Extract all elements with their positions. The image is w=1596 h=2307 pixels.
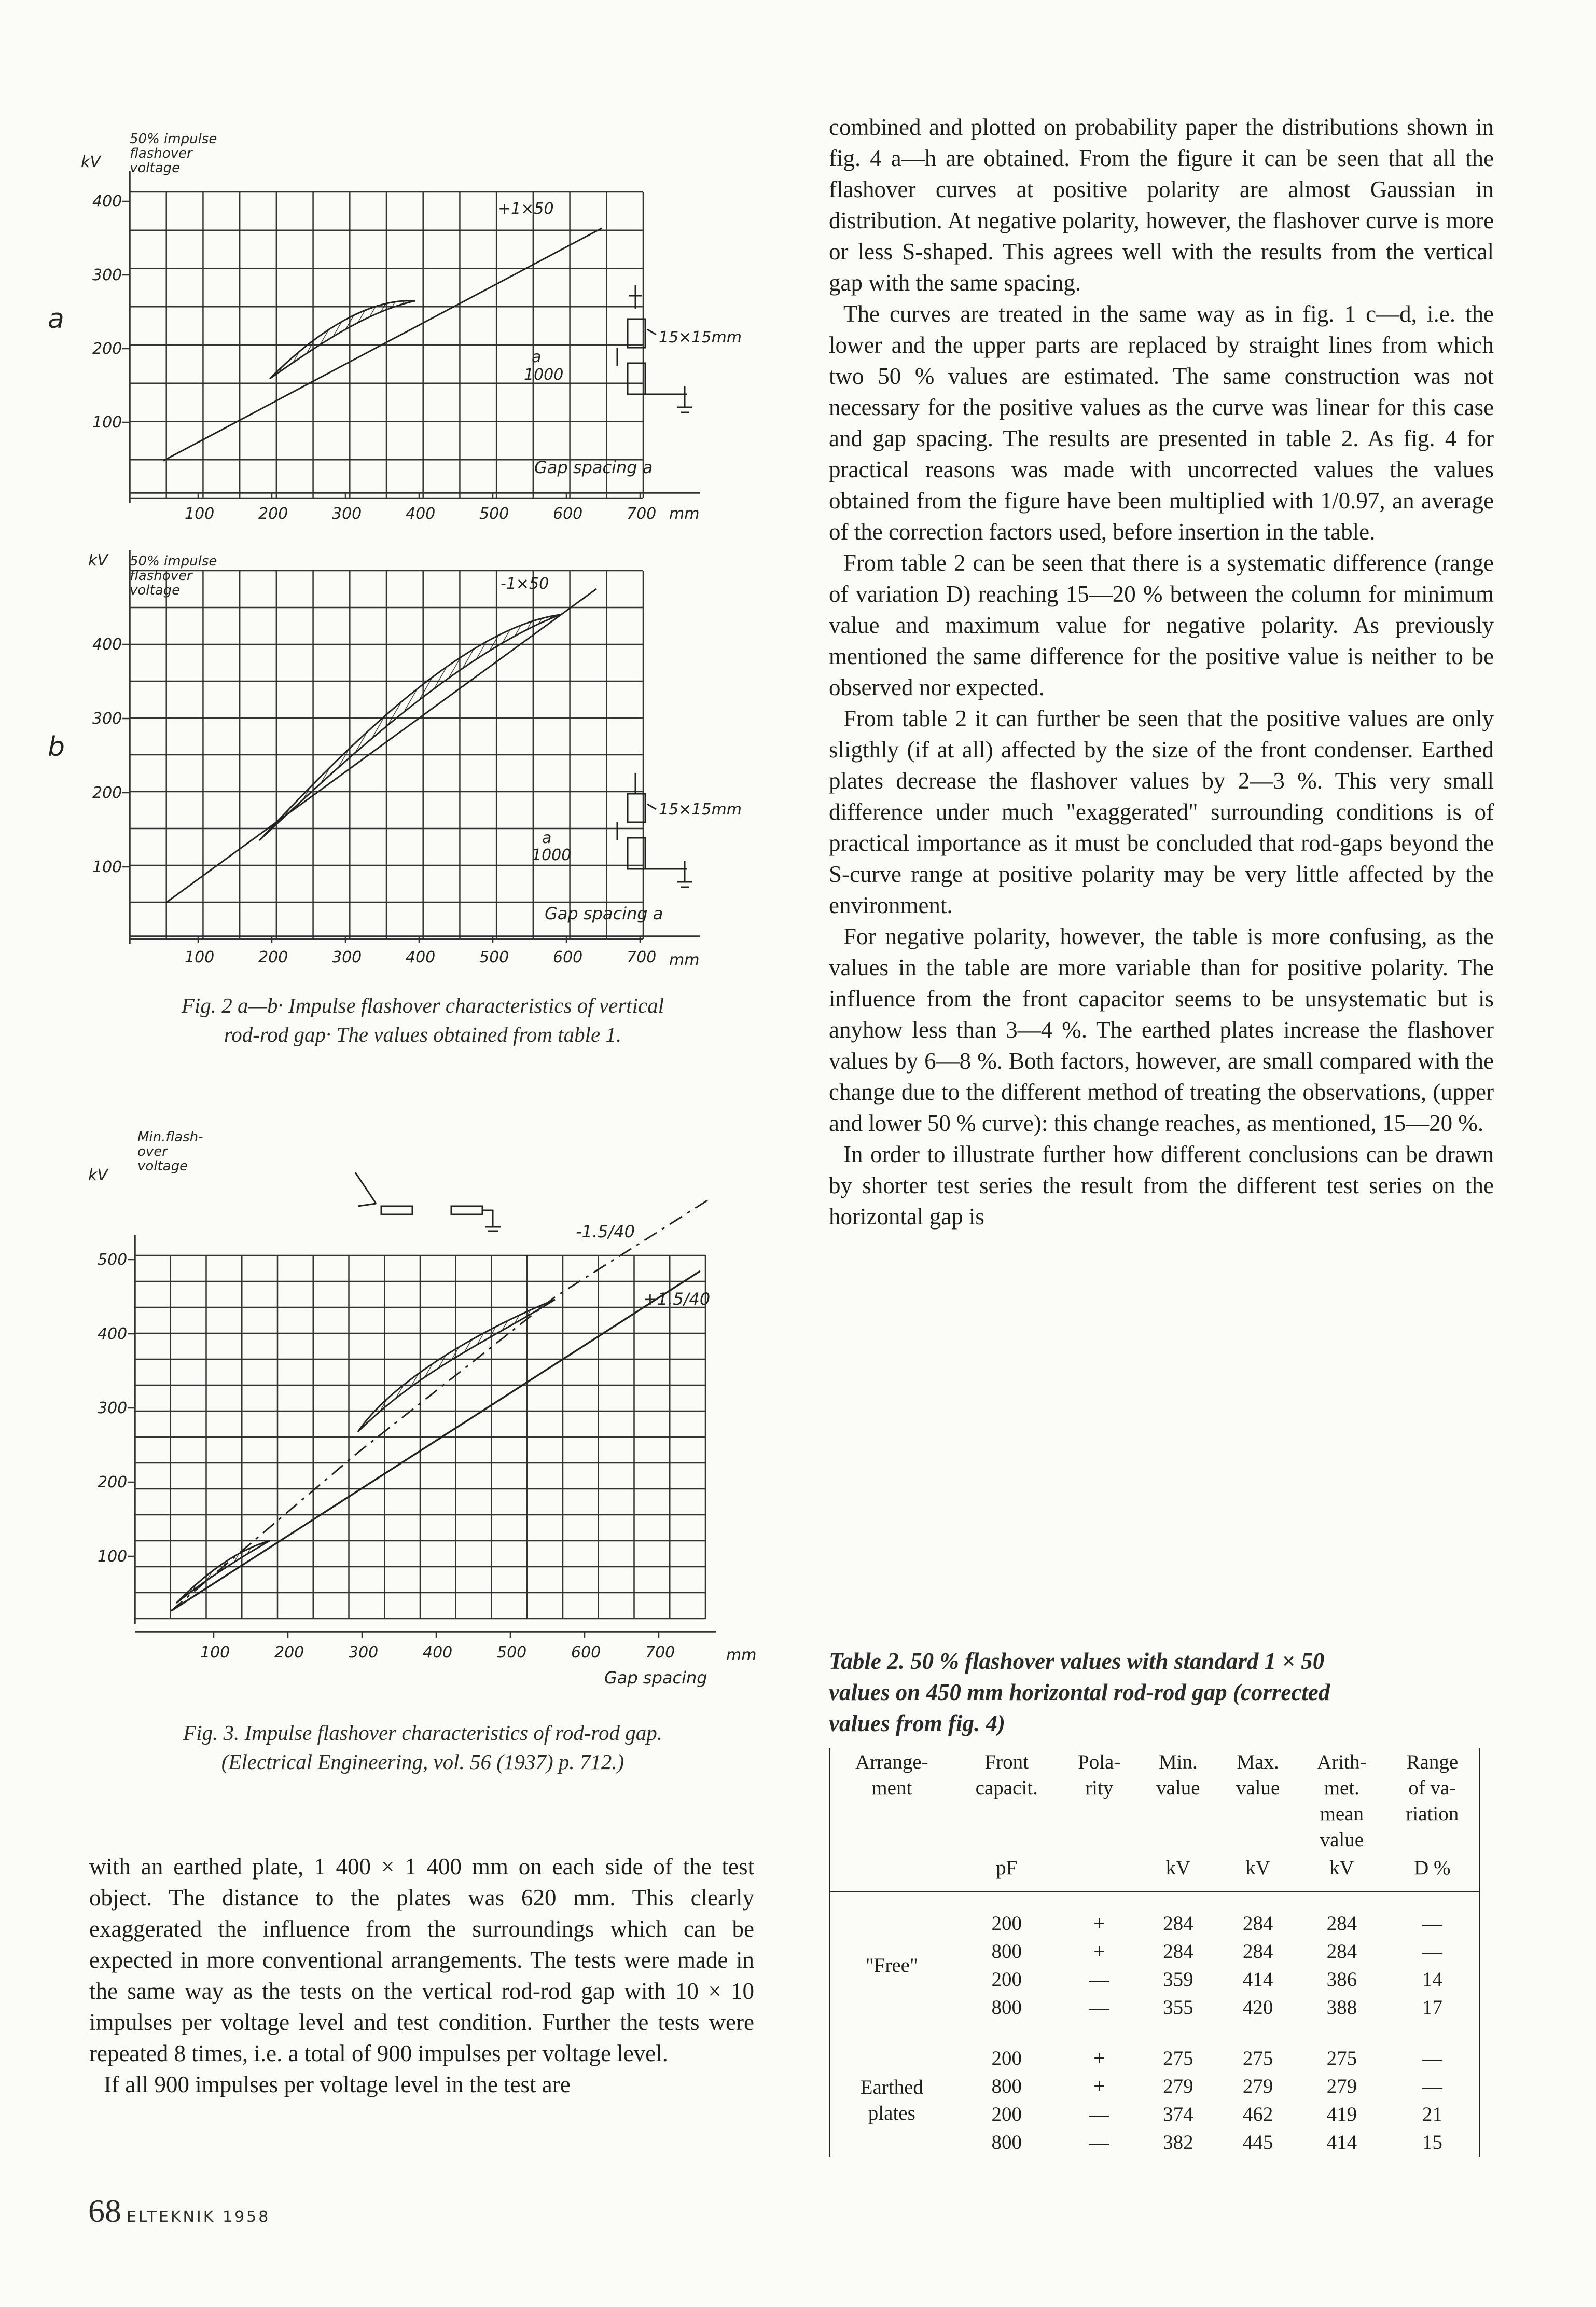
fig2b-xtick: 500 — [479, 948, 509, 966]
table2-header-polarity: Pola- rity — [1078, 1751, 1121, 1799]
table2-cell: 355 — [1163, 1996, 1193, 2019]
table2-unit — [830, 1854, 953, 1892]
fig2a-gap-letter: a — [532, 348, 542, 366]
fig2-caption-line-1: Fig. 2 a—b· Impulse flashover characteristics of vertical — [181, 993, 664, 1017]
table2-cell: 284 — [1242, 1940, 1273, 1963]
table2-cell: 284 — [1326, 1940, 1357, 1963]
fig2a-xtick: 600 — [553, 505, 583, 523]
table2-cell: 200 — [991, 1912, 1022, 1935]
table2-cell: — — [1089, 1996, 1109, 2019]
table2-cell: 275 — [1326, 2047, 1357, 2069]
fig2a-ylabel-2: flashover — [130, 146, 192, 161]
right-paragraph-1: combined and plotted on probability paper the distributions shown in fig. 4 a—h are obtained. From the figure it can be seen that all the flashover curves at positive polarity are almost Gaussian in distribution. At negative polarity, however, the flashover curve is more or less S-shaped. This agrees well with the results from the vertical gap with the same spacing. — [829, 114, 1494, 296]
fig2a-xtick: 100 — [185, 505, 215, 523]
fig3-ylabel-3: voltage — [137, 1158, 188, 1174]
page-number: 68 — [88, 2192, 121, 2229]
table2-cell: 14 — [1422, 1968, 1442, 1991]
fig2a-curve-label: +1×50 — [498, 200, 554, 218]
fig2b-panel-label: b — [48, 731, 65, 763]
table2-cell: 284 — [1242, 1912, 1273, 1935]
fig2b-chart — [78, 550, 762, 980]
table2-cell: 17 — [1422, 1996, 1442, 2019]
table2-cell: + — [1093, 1912, 1105, 1935]
table2-cell: 284 — [1163, 1912, 1193, 1935]
fig3-x-caption: Gap spacing — [604, 1668, 707, 1688]
fig2b-unit: kV — [88, 551, 108, 570]
fig2b-yticks — [92, 636, 130, 876]
fig3-chart — [78, 1121, 768, 1664]
fig2-caption — [83, 991, 762, 1049]
right-paragraph-4: From table 2 it can further be seen that the positive values are only sligthly (if at all) affected by the size of the front condenser. Earthed plates decrease the flashover values by 2—3 %. This very small difference under much "exaggerated" surrounding conditions is of practical importance as it must be concluded that rod-gaps beyond the S-curve range at positive polarity may be very little affected by the environment. — [829, 706, 1494, 918]
fig2a-gap-value: 1000 — [524, 366, 564, 384]
fig2b-grid — [130, 550, 700, 944]
fig3-caption-line-1: Fig. 3. Impulse flashover characteristics of rod-rod gap. — [183, 1721, 662, 1745]
fig3-ytick: 300 — [98, 1399, 128, 1417]
fig2b-xtick: 600 — [553, 948, 583, 966]
fig3-ylabel-2: over — [137, 1144, 168, 1159]
fig3-ylabel-1: Min.flash- — [137, 1129, 203, 1145]
table2-cell: 275 — [1242, 2047, 1273, 2069]
fig2b-gap-value: 1000 — [532, 846, 572, 864]
table2-cell: 800 — [991, 1940, 1022, 1963]
table2-unit: kV — [1245, 1857, 1270, 1879]
fig2a-xtick: 300 — [332, 505, 362, 523]
fig2a-xtick: 200 — [258, 505, 288, 523]
fig2b-ylabel-3: voltage — [130, 583, 181, 598]
fig2a-ytick: 200 — [92, 340, 122, 358]
table2-units-row — [830, 1854, 1479, 1892]
table2-caption — [829, 1646, 1494, 1739]
table2-cell: 386 — [1326, 1968, 1357, 1991]
fig2b-xticks — [185, 936, 656, 966]
fig2a-panel-label: a — [48, 303, 64, 335]
fig2a-ytick: 100 — [92, 413, 122, 432]
fig2a-unit: kV — [81, 153, 101, 171]
fig2a-x-unit: mm — [669, 505, 700, 523]
fig3-ytick: 200 — [98, 1473, 128, 1491]
fig3-xtick: 700 — [645, 1643, 675, 1662]
fig2b-ylabel-2: flashover — [130, 568, 192, 584]
fig3-xtick: 100 — [200, 1643, 230, 1662]
fig2b-xtick: 100 — [185, 948, 215, 966]
fig2a-gap-caption: Gap spacing a — [534, 458, 653, 477]
fig3-xtick: 500 — [497, 1643, 527, 1662]
fig3-curve-neg-label: -1.5/40 — [576, 1222, 635, 1241]
fig3-electrode-sketch — [355, 1172, 501, 1231]
table2-cell: 445 — [1242, 2131, 1273, 2153]
table2-row — [830, 1910, 1479, 1938]
table2-caption-line-3: values from fig. 4) — [829, 1710, 1005, 1736]
table2-cell: 800 — [991, 2131, 1022, 2153]
table2-cell: + — [1093, 2047, 1105, 2069]
fig2a-electrode-label: 15×15mm — [659, 328, 742, 347]
journal-name: ELTEKNIK 1958 — [127, 2208, 271, 2226]
table2-unit: D % — [1414, 1857, 1451, 1879]
fig2b-curve-label: -1×50 — [501, 575, 549, 593]
fig2-caption-line-2: rod-rod gap· The values obtained from table 1. — [224, 1023, 622, 1046]
fig2a-ytick: 300 — [92, 266, 122, 284]
right-paragraph-2: The curves are treated in the same way as in fig. 1 c—d, i.e. the lower and the upper parts are replaced by straight lines from which two 50 % values are estimated. The same construction was not necessary for the positive values as the curve was linear for this case and gap spacing. The results are presented in table 2. As fig. 4 for practical reasons was made with uncorrected values the values obtained from the figure have been multiplied with 1/0.97, an average of the correction factors used, before insertion in the table. — [829, 301, 1494, 545]
table2-cell: 800 — [991, 1996, 1022, 2019]
fig2b-ytick: 300 — [92, 710, 122, 728]
fig2b-ytick: 400 — [92, 636, 122, 654]
table2-header-min: Min. value — [1156, 1751, 1200, 1799]
table2-cell: 15 — [1422, 2131, 1442, 2153]
left-paragraph-1: with an earthed plate, 1 400 × 1 400 mm on each side of the test object. The distance to the plates was 620 mm. This clearly exaggerated the influence from the surroundings which can be expected in more conventional arrangements. The tests were made in the same way as the tests on the vertical rod-rod gap with 10 × 10 impulses per voltage level and test condition. Further the tests were repeated 8 times, i.e. a total of 900 impulses per voltage level. — [89, 1854, 754, 2066]
table2-cell: 279 — [1242, 2075, 1273, 2097]
table2-header-row — [830, 1748, 1479, 1854]
table2-cell: 374 — [1163, 2103, 1193, 2125]
right-paragraph-3: From table 2 can be seen that there is a systematic difference (range of variation D) reaching 15—20 % between the column for minimum value and maximum value for negative polarity. As previously mentioned the same difference for the positive value is neither to be observed nor expected. — [829, 550, 1494, 700]
fig3-curve-positive — [171, 1271, 700, 1611]
table2-cell: — — [1089, 2103, 1109, 2125]
fig2a-yticks — [92, 192, 130, 432]
right-paragraph-5: For negative polarity, however, the table is more confusing, as the values in the table are more variable than for positive polarity. The influence from the front capacitor seems to be unsystematic but is anyhow less than 3—4 %. The earthed plates increase the flashover values by 6—8 %. Both factors, however, are small compared with the change due to the different method of treating the observations, (upper and lower 50 % curve): this change reaches, as mentioned, 15—20 %. — [829, 923, 1494, 1136]
table2-cell: 359 — [1163, 1968, 1193, 1991]
table2-group-earthed: Earthed plates — [860, 2076, 923, 2124]
table2-cell: — — [1089, 2131, 1109, 2153]
table2-cell: + — [1093, 1940, 1105, 1963]
fig2a-ytick: 400 — [92, 192, 122, 211]
fig3-xtick: 600 — [571, 1643, 601, 1662]
table2-cell: — — [1422, 2047, 1442, 2069]
fig3-caption-line-2: (Electrical Engineering, vol. 56 (1937) p. 712.) — [221, 1750, 624, 1774]
fig3-xtick: 300 — [349, 1643, 379, 1662]
table2-row — [830, 2044, 1479, 2073]
table2-cell: + — [1093, 2075, 1105, 2097]
table2-cell: 414 — [1326, 2131, 1357, 2153]
table2-unit: kV — [1165, 1857, 1191, 1879]
table2-grid — [830, 1748, 1479, 2157]
table2-cell: 275 — [1163, 2047, 1193, 2069]
fig2a-chart — [78, 125, 762, 529]
table2-header-max: Max. value — [1236, 1751, 1280, 1799]
table2-cell: — — [1089, 1968, 1109, 1991]
fig2a-xtick: 400 — [406, 505, 436, 523]
fig2a-xticks — [185, 493, 656, 523]
fig3-x-unit: mm — [726, 1646, 757, 1664]
table2-cell: 21 — [1422, 2103, 1442, 2125]
table2-group-free: "Free" — [865, 1954, 918, 1977]
fig2b-xtick: 700 — [627, 948, 657, 966]
fig3-unit: kV — [88, 1166, 108, 1184]
table2-header-capacitance: Front capacit. — [975, 1751, 1038, 1799]
table2-cell: 200 — [991, 2103, 1022, 2125]
table2 — [829, 1748, 1480, 2157]
table2-cell: — — [1422, 1912, 1442, 1935]
fig3-ytick: 400 — [98, 1325, 128, 1343]
fig2a-grid — [130, 171, 700, 503]
fig3-grid — [135, 1235, 716, 1632]
fig2b-ylabel-1: 50% impulse — [130, 554, 217, 569]
fig2b-gap-letter: a — [542, 829, 552, 847]
table2-cell: 462 — [1242, 2103, 1273, 2125]
table2-cell: 200 — [991, 2047, 1022, 2069]
table2-caption-line-2: values on 450 mm horizontal rod-rod gap (corrected — [829, 1679, 1330, 1705]
fig2a-ylabel-1: 50% impulse — [130, 131, 217, 147]
fig2a-hatched-band — [270, 301, 415, 379]
table2-header-arrangement: Arrange- ment — [855, 1751, 928, 1799]
table2-cell: 279 — [1163, 2075, 1193, 2097]
left-paragraph-2: If all 900 impulses per voltage level in the test are — [104, 2071, 571, 2097]
fig2b-xtick: 300 — [332, 948, 362, 966]
fig2b-gap-caption: Gap spacing a — [545, 904, 663, 923]
table2-caption-line-1: Table 2. 50 % flashover values with standard 1 × 50 — [829, 1648, 1325, 1674]
right-paragraph-6: In order to illustrate further how different conclusions can be drawn by shorter test series the result from the different test series on the horizontal gap is — [829, 1141, 1494, 1230]
table2-cell: 388 — [1326, 1996, 1357, 2019]
fig3-hatched-band-lower — [176, 1541, 270, 1603]
table2-cell: 414 — [1242, 1968, 1273, 1991]
fig3-ytick: 100 — [98, 1548, 128, 1566]
table2-cell: 284 — [1163, 1940, 1193, 1963]
table2-unit — [1060, 1854, 1139, 1892]
fig2a-electrode-sketch — [617, 285, 692, 412]
fig2b-electrode-label: 15×15mm — [659, 800, 742, 819]
fig2b-ytick: 100 — [92, 858, 122, 876]
table2-cell: 284 — [1326, 1912, 1357, 1935]
fig3-caption — [83, 1718, 762, 1776]
table2-cell: 200 — [991, 1968, 1022, 1991]
fig3-yticks — [98, 1251, 135, 1566]
fig2b-xtick: 400 — [406, 948, 436, 966]
page-footer — [88, 2192, 270, 2230]
table2-header-mean: Arith- met. mean value — [1317, 1751, 1367, 1851]
fig3-xtick: 400 — [423, 1643, 453, 1662]
right-column-text — [829, 112, 1494, 1232]
table2-unit: pF — [996, 1857, 1018, 1879]
table2-cell: 279 — [1326, 2075, 1357, 2097]
fig2a-ylabel-3: voltage — [130, 160, 181, 176]
fig3-ytick: 500 — [98, 1251, 128, 1269]
fig2a-xtick: 500 — [479, 505, 509, 523]
fig2b-ytick: 200 — [92, 784, 122, 802]
fig2b-x-unit: mm — [669, 951, 700, 969]
table2-cell: — — [1422, 1940, 1442, 1963]
table2-unit: kV — [1329, 1857, 1354, 1879]
fig3-curve-pos-label: +1.5/40 — [643, 1289, 711, 1309]
fig3-xticks — [200, 1632, 675, 1662]
fig3-xtick: 200 — [274, 1643, 304, 1662]
fig2b-electrode-sketch — [617, 773, 692, 887]
table2-cell: 382 — [1163, 2131, 1193, 2153]
table2-cell: — — [1422, 2075, 1442, 2097]
fig2a-xtick: 700 — [627, 505, 657, 523]
table2-cell: 800 — [991, 2075, 1022, 2097]
table2-cell: 419 — [1326, 2103, 1357, 2125]
fig2b-xtick: 200 — [258, 948, 288, 966]
table2-cell: 420 — [1242, 1996, 1273, 2019]
table2-header-range: Range of va- riation — [1406, 1751, 1459, 1825]
left-column-text — [89, 1851, 754, 2100]
